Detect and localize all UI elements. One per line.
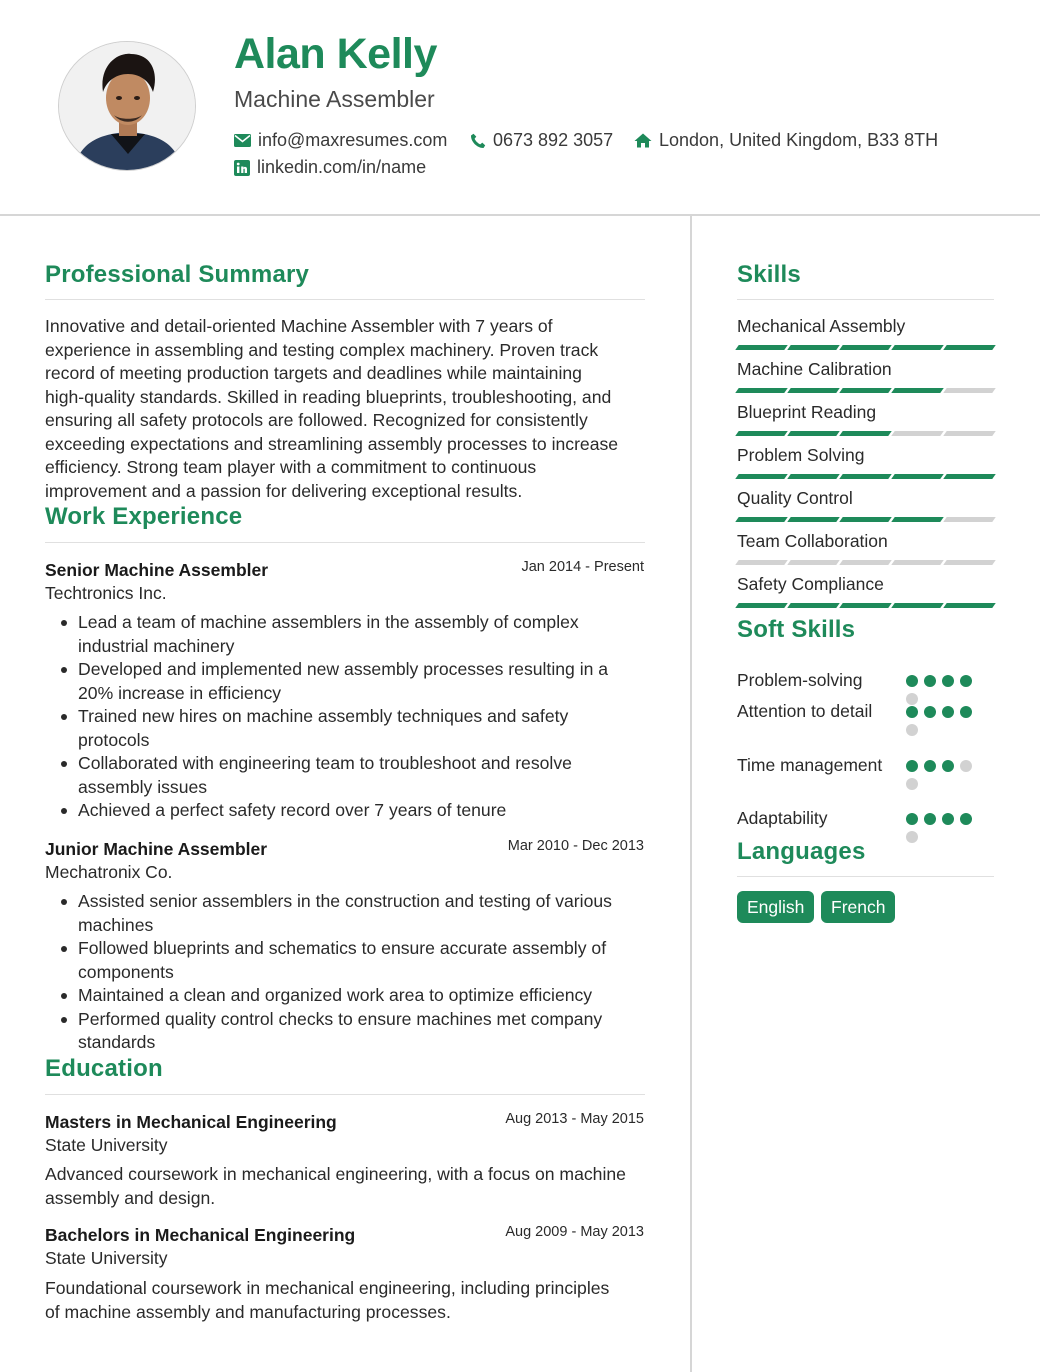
- rating-dot: [906, 724, 918, 736]
- soft-skill-name: Time management: [737, 755, 883, 775]
- degree-title: Masters in Mechanical Engineering: [45, 1112, 337, 1132]
- skill-level-segment: [943, 474, 996, 479]
- skill-level-bar: [737, 560, 994, 565]
- skill-level-segment: [787, 345, 840, 350]
- skill-level-segment: [735, 431, 788, 436]
- candidate-name: Alan Kelly: [234, 30, 437, 78]
- skill-level-bar: [737, 603, 994, 608]
- skill-name: Safety Compliance: [737, 574, 884, 594]
- skill-level-segment: [891, 431, 944, 436]
- skill-name: Machine Calibration: [737, 359, 892, 379]
- skill-level-segment: [839, 517, 892, 522]
- skills-rule: [737, 299, 994, 300]
- rating-dot: [906, 778, 918, 790]
- location-text: London, United Kingdom, B33 8TH: [659, 130, 939, 150]
- job-dates: Jan 2014 - Present: [521, 559, 644, 575]
- envelope-icon: [234, 134, 251, 147]
- rating-dot: [906, 760, 918, 772]
- rating-dot: [960, 706, 972, 718]
- soft-skill-name: Attention to detail: [737, 701, 873, 721]
- rating-dot: [960, 760, 972, 772]
- skill-name: Problem Solving: [737, 445, 865, 465]
- job-company: Mechatronix Co.: [45, 862, 173, 882]
- skill-level-bar: [737, 474, 994, 479]
- skill-level-bar: [737, 345, 994, 350]
- summary-heading: Professional Summary: [45, 261, 310, 288]
- skill-level-segment: [787, 517, 840, 522]
- skill-level-segment: [839, 431, 892, 436]
- skill-name: Blueprint Reading: [737, 402, 877, 422]
- degree-description: Foundational coursework in mechanical engineering, including principles of machine assembly and manufacturing processes.: [45, 1278, 610, 1322]
- contact-location: [634, 130, 938, 151]
- degree-description: Advanced coursework in mechanical engineering, with a focus on machine assembly and design.: [45, 1164, 626, 1208]
- skill-level-segment: [891, 345, 944, 350]
- list-item: Trained new hires on machine assembly techniques and safety protocols: [78, 705, 648, 752]
- language-badge: English: [737, 891, 814, 923]
- phone-icon: [470, 133, 486, 149]
- linkedin-text: linkedin.com/in/name: [257, 157, 427, 177]
- skill-level-bar: [737, 431, 994, 436]
- list-item: Developed and implemented new assembly processes resulting in a 20% increase in efficiency: [78, 658, 648, 705]
- skills-heading: Skills: [737, 261, 801, 288]
- education-rule: [45, 1094, 645, 1095]
- list-item: Assisted senior assemblers in the construction and testing of various machines: [78, 890, 648, 937]
- school-name: State University: [45, 1248, 168, 1268]
- skill-level-segment: [943, 517, 996, 522]
- skill-level-segment: [787, 431, 840, 436]
- rating-dot: [906, 706, 918, 718]
- skill-level-segment: [891, 388, 944, 393]
- rating-dot: [906, 831, 918, 843]
- skill-level-segment: [943, 345, 996, 350]
- skill-level-segment: [943, 431, 996, 436]
- list-item: Followed blueprints and schematics to ensure accurate assembly of components: [78, 937, 648, 984]
- skill-level-segment: [787, 603, 840, 608]
- list-item: Performed quality control checks to ensure machines met company standards: [78, 1008, 648, 1055]
- rating-dot: [924, 706, 936, 718]
- skill-level-segment: [891, 474, 944, 479]
- resume-header: [0, 0, 1040, 216]
- skill-level-bar: [737, 388, 994, 393]
- language-badge: French: [821, 891, 895, 923]
- profile-photo: [58, 41, 196, 171]
- rating-dot: [960, 813, 972, 825]
- rating-dot: [924, 760, 936, 772]
- skill-level-segment: [787, 388, 840, 393]
- skill-level-segment: [891, 560, 944, 565]
- job-dates: Mar 2010 - Dec 2013: [507, 838, 644, 854]
- degree-title: Bachelors in Mechanical Engineering: [45, 1225, 356, 1245]
- skill-level-segment: [787, 474, 840, 479]
- list-item: Collaborated with engineering team to troubleshoot and resolve assembly issues: [78, 752, 648, 799]
- degree-dates: Aug 2009 - May 2013: [505, 1224, 644, 1240]
- skill-name: Quality Control: [737, 488, 853, 508]
- phone-text: 0673 892 3057: [493, 130, 614, 150]
- school-name: State University: [45, 1135, 168, 1155]
- summary-text: Innovative and detail-oriented Machine Assembler with 7 years of experience in assembling and testing complex machinery. Proven track record of meeting production targets and deadlines while maintaining high-quality standards. Skilled in reading blueprints, troubleshooting, and ensuring all safety protocols are followed. Recognized for consistently exceeding expectations and streamlining assembly processes to increase efficiency. Strong team player with a commitment to continuous improvement and a passion for delivering exceptional results.: [45, 316, 619, 501]
- job-bullets: [78, 890, 648, 1055]
- rating-dot: [942, 706, 954, 718]
- rating-dot: [942, 675, 954, 687]
- soft-skill-name: Adaptability: [737, 808, 828, 828]
- skill-level-segment: [735, 560, 788, 565]
- portrait-illustration: [59, 42, 196, 171]
- job-title: Junior Machine Assembler: [45, 839, 268, 859]
- skill-level-segment: [735, 603, 788, 608]
- skill-level-segment: [839, 345, 892, 350]
- rating-dot: [906, 675, 918, 687]
- skill-level-segment: [943, 603, 996, 608]
- skill-level-segment: [735, 517, 788, 522]
- list-item: Maintained a clean and organized work area to optimize efficiency: [78, 984, 648, 1008]
- column-divider: [690, 216, 692, 1372]
- skill-level-segment: [735, 345, 788, 350]
- languages-rule: [737, 876, 994, 877]
- job-bullets: [78, 611, 648, 823]
- soft-skills-heading: Soft Skills: [737, 616, 856, 643]
- job-company: Techtronics Inc.: [45, 583, 167, 603]
- rating-dot: [942, 760, 954, 772]
- skill-level-segment: [943, 388, 996, 393]
- rating-dot: [906, 813, 918, 825]
- skill-level-segment: [839, 560, 892, 565]
- job-title: Senior Machine Assembler: [45, 560, 269, 580]
- contact-email[interactable]: [234, 130, 447, 151]
- contact-linkedin[interactable]: [234, 157, 426, 178]
- languages-heading: Languages: [737, 838, 866, 865]
- rating-dot: [942, 813, 954, 825]
- skill-level-segment: [943, 560, 996, 565]
- skill-level-segment: [839, 474, 892, 479]
- education-heading: Education: [45, 1055, 163, 1082]
- skill-level-segment: [787, 560, 840, 565]
- linkedin-icon: [234, 160, 250, 176]
- skill-name: Mechanical Assembly: [737, 316, 906, 336]
- skill-level-segment: [839, 603, 892, 608]
- skill-level-segment: [891, 603, 944, 608]
- home-icon: [634, 133, 652, 148]
- summary-rule: [45, 299, 645, 300]
- skill-level-segment: [735, 388, 788, 393]
- list-item: Lead a team of machine assemblers in the assembly of complex industrial machinery: [78, 611, 648, 658]
- email-text: info@maxresumes.com: [258, 130, 448, 150]
- experience-rule: [45, 542, 645, 543]
- rating-dot: [924, 675, 936, 687]
- rating-dot: [960, 675, 972, 687]
- contact-phone[interactable]: [470, 130, 613, 151]
- rating-dot: [906, 693, 918, 705]
- skill-level-segment: [839, 388, 892, 393]
- list-item: Achieved a perfect safety record over 7 years of tenure: [78, 799, 648, 823]
- candidate-title: Machine Assembler: [234, 86, 435, 112]
- rating-dot: [924, 813, 936, 825]
- skill-level-bar: [737, 517, 994, 522]
- degree-dates: Aug 2013 - May 2015: [505, 1111, 644, 1127]
- soft-skill-name: Problem-solving: [737, 670, 863, 690]
- skill-level-segment: [891, 517, 944, 522]
- skill-name: Team Collaboration: [737, 531, 888, 551]
- skill-level-segment: [735, 474, 788, 479]
- experience-heading: Work Experience: [45, 503, 243, 530]
